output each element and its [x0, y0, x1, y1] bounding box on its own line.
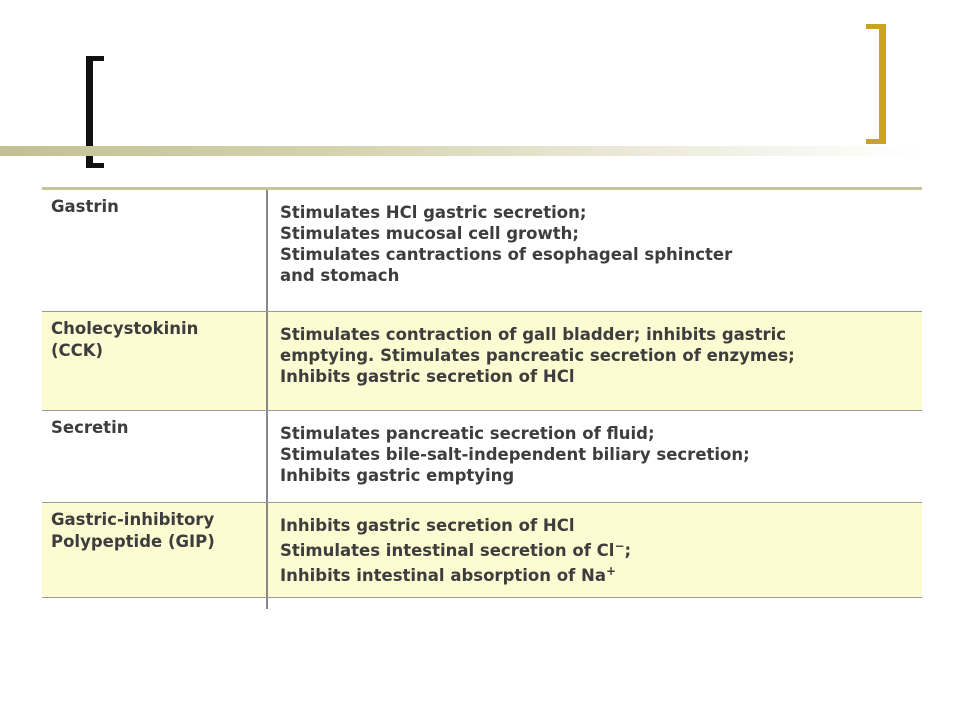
- table-row: [42, 411, 922, 503]
- table-row: [42, 503, 922, 598]
- hormone-name-cell: [42, 190, 268, 311]
- effect-line: Stimulates HCl gastric secretion;: [280, 203, 587, 222]
- effect-line: Stimulates bile-salt-independent biliary secretion;: [280, 445, 750, 464]
- hormone-abbreviation: (CCK): [51, 341, 104, 360]
- effect-text: Inhibits intestinal absorption of Na: [280, 566, 606, 585]
- effect-line: Inhibits gastric emptying: [280, 466, 515, 485]
- hormone-effects-cell: [268, 411, 922, 502]
- hormone-abbreviation: Polypeptide (GIP): [51, 532, 215, 551]
- title-rule-bar: [0, 146, 920, 156]
- hormone-name: Gastrin: [51, 197, 119, 216]
- hormone-name-cell: [42, 411, 268, 502]
- effect-line: [280, 561, 922, 586]
- table-row: [42, 190, 922, 312]
- hormone-name: Gastric-inhibitory: [51, 510, 215, 529]
- effect-punctuation: ;: [624, 541, 632, 560]
- effect-line: Stimulates contraction of gall bladder; inhibits gastric: [280, 325, 787, 344]
- effect-line: Stimulates mucosal cell growth;: [280, 224, 579, 243]
- hormone-effects-cell: [268, 190, 922, 311]
- effect-line: Inhibits gastric secretion of HCl: [280, 516, 575, 535]
- hormone-name: Cholecystokinin: [51, 319, 199, 338]
- effect-line: and stomach: [280, 266, 400, 285]
- sodium-charge: +: [605, 564, 617, 578]
- chloride-charge: −: [614, 539, 625, 553]
- effect-text: Stimulates intestinal secretion of Cl: [280, 541, 615, 560]
- table-row: [42, 312, 922, 411]
- effect-line: [280, 536, 922, 561]
- effect-line: emptying. Stimulates pancreatic secretion of enzymes;: [280, 346, 795, 365]
- effect-line: Inhibits gastric secretion of HCl: [280, 367, 575, 386]
- hormone-name: Secretin: [51, 418, 129, 437]
- table-stub-cell: [42, 598, 268, 609]
- hormone-effects-cell: [268, 312, 922, 410]
- right-bracket-decoration: [866, 24, 886, 144]
- table-stub-row: [42, 598, 922, 609]
- effect-line: Stimulates pancreatic secretion of fluid;: [280, 424, 655, 443]
- hormone-name-cell: [42, 503, 268, 597]
- effect-line: Stimulates cantractions of esophageal sphincter: [280, 245, 733, 264]
- hormone-table: [42, 187, 922, 609]
- hormone-name-cell: [42, 312, 268, 410]
- hormone-effects-cell: [268, 503, 922, 597]
